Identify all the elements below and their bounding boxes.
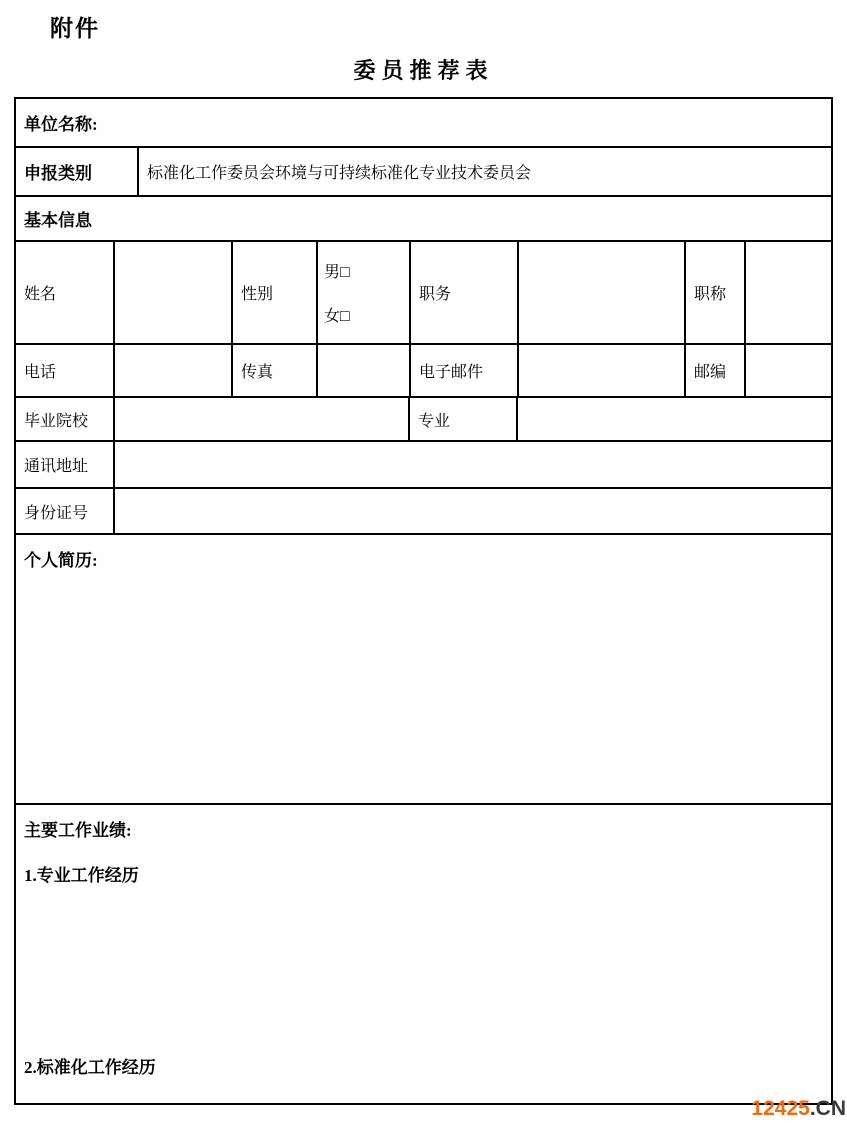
contact-row	[16, 345, 831, 398]
school-label: 毕业院校	[24, 412, 89, 430]
watermark-brand: 12425	[751, 1097, 810, 1120]
address-row	[16, 442, 831, 489]
zip-label-cell	[686, 345, 746, 396]
basic-info-cell	[16, 197, 831, 240]
recommendation-form-table	[14, 97, 833, 1105]
male-checkbox[interactable]: 男□	[324, 264, 350, 281]
id-number-row	[16, 489, 831, 535]
resume-label: 个人简历:	[24, 551, 98, 570]
standardization-experience-label: 2.标准化工作经历	[24, 1058, 156, 1077]
school-label-cell	[16, 398, 115, 440]
id-number-label-cell	[16, 489, 115, 533]
category-label: 申报类别	[24, 164, 92, 183]
fax-input-cell[interactable]	[318, 345, 411, 396]
gender-label: 性别	[241, 286, 274, 303]
watermark-suffix: .CN	[809, 1097, 846, 1120]
title-label-cell	[686, 242, 746, 343]
resume-area-cell[interactable]	[16, 535, 831, 803]
position-label: 职务	[419, 286, 452, 303]
school-row	[16, 398, 831, 442]
phone-label-cell	[16, 345, 115, 396]
major-label: 专业	[418, 412, 451, 430]
basic-info-label: 基本信息	[24, 211, 92, 230]
category-row	[16, 148, 831, 197]
address-label-cell	[16, 442, 115, 487]
email-input-cell[interactable]	[519, 345, 686, 396]
address-label: 通讯地址	[24, 458, 89, 475]
category-value: 标准化工作委员会环境与可持续标准化专业技术委员会	[147, 165, 532, 182]
resume-section-row	[16, 535, 831, 805]
gender-options-cell	[318, 242, 411, 343]
name-label: 姓名	[24, 286, 57, 303]
female-checkbox[interactable]: 女□	[324, 308, 350, 325]
position-label-cell	[411, 242, 519, 343]
name-label-cell	[16, 242, 115, 343]
id-number-input-cell[interactable]	[115, 489, 831, 533]
name-row	[16, 242, 831, 345]
category-value-cell[interactable]	[139, 148, 831, 195]
position-input-cell[interactable]	[519, 242, 686, 343]
basic-info-section-row	[16, 197, 831, 242]
unit-name-row	[16, 99, 831, 148]
zip-label: 邮编	[694, 364, 727, 381]
school-input-cell[interactable]	[115, 398, 410, 440]
category-label-cell	[16, 148, 139, 195]
phone-input-cell[interactable]	[115, 345, 233, 396]
unit-name-cell[interactable]	[16, 99, 831, 146]
fax-label-cell	[233, 345, 318, 396]
fax-label: 传真	[241, 364, 274, 381]
id-number-label: 身份证号	[24, 504, 89, 522]
major-label-cell	[410, 398, 518, 440]
achievements-area-cell[interactable]	[16, 805, 831, 1103]
major-input-cell[interactable]	[518, 398, 831, 440]
achievements-label: 主要工作业绩:	[24, 821, 132, 840]
email-label-cell	[411, 345, 519, 396]
title-label: 职称	[694, 286, 727, 303]
title-input-cell[interactable]	[746, 242, 831, 343]
page-title: 委员推荐表	[353, 58, 494, 83]
zip-input-cell[interactable]	[746, 345, 831, 396]
email-label: 电子邮件	[419, 364, 484, 381]
phone-label: 电话	[24, 364, 57, 381]
watermark	[751, 1097, 846, 1121]
unit-name-label: 单位名称:	[24, 115, 98, 134]
name-input-cell[interactable]	[115, 242, 233, 343]
professional-experience-label: 1.专业工作经历	[24, 866, 139, 885]
gender-label-cell	[233, 242, 318, 343]
address-input-cell[interactable]	[115, 442, 831, 487]
attachment-label: 附件	[50, 15, 100, 41]
achievements-section-row	[16, 805, 831, 1103]
